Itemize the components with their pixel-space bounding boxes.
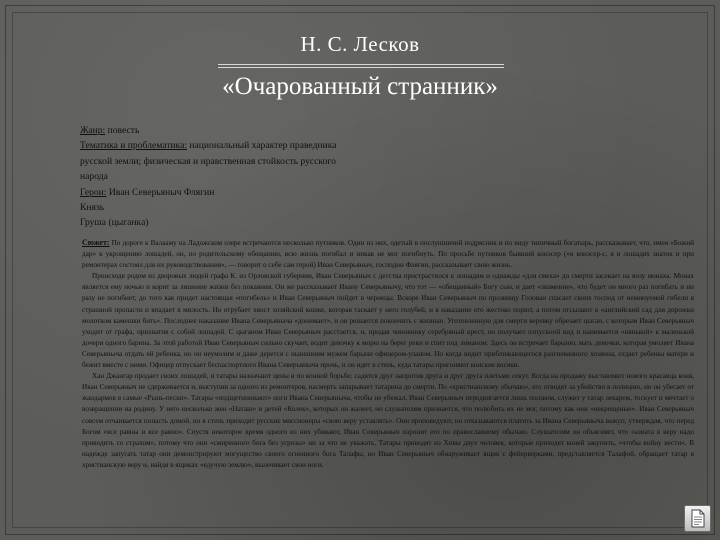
hero-prince: Князь — [80, 202, 105, 214]
plot-label: Сюжет: — [82, 238, 110, 247]
genre-value: повесть — [105, 125, 140, 136]
genre-row — [80, 123, 340, 138]
slide-nav-button[interactable] — [684, 505, 711, 532]
hero-grusha: Грушa (цыганка) — [80, 217, 149, 229]
heroes-label: Герои: — [80, 186, 107, 198]
plot-paragraph-3: Хан Джангар продает своих лошадей, и татары назначают цены и по конной борьбе: садятся друг напротив друга и друг друга плетьми секут. Когда на продажу выставляют нового красавца коня, Иван Северьяныч не сдерживается и, выступив за одного из ремонтеров, насмерть запарывает татарина до смерти. По «христианскому обычаю», его отводят за убийство в полицию, но он убегает от жандармов в самые «Рынь-пески». Татары «подщетинивают» ноги Ивана Северьяныча, чтобы не убежал. Иван Северьяныч передвигается лишь ползком, служит у татар лекарем, тоскует и мечтает о возвращении на родину. У него несколько жен «Наташ» и детей «Колек», которых он жалеет, но слушателям признается, что полюбить их не мог, потому как они «некрещеные». Иван Северьяныч совсем отчаивается попасть домой, но в степь приходят русские миссионеры «свою веру уставлять». Они проповедуют, но отказываются платить за Ивана Северьяныча выкуп, утверждая, что перед Богом «все равны и все равно». Спустя некоторое время одного из них убивают, Иван Северьяныч хоронит его по православному обычаю. Слушателям он объясняет, что «азиата в веру надо приводить со страхом», потому что они «смиренного бога без угрозы» ни за что не уважать. Татары приводят из Хивы двух человек, которые приходят коней закупить, «чтобы войну вести». В надежде запугать татар они демонстрируют могущество своего огненного бога Талафы, но Иван Северьяныч обнаруживает ящик с фейерверками, представляется Талафой, обращает татар в христианскую веру и, найдя в ящиках «едучую землю», вылечивает свои ноги. — [82, 372, 694, 469]
theme-row — [80, 138, 340, 184]
genre-label: Жанр: — [80, 125, 106, 136]
theme-label: Тематика и проблематика: — [80, 140, 187, 152]
document-icon — [689, 509, 706, 528]
author-name: Н. С. Лесков — [300, 32, 420, 56]
title-divider-top — [218, 64, 504, 65]
plot-paragraph-1-text: По дороге к Валааму на Ладожском озере встречаются несколько путников. Один из них, одетый в послушничий подрясник и по виду типичный богатырь, рассказывает, что, имея «Божий дар» к укрощению лошадей, он, по родительскому обещанию, всю жизнь погибал и никак не мог погибнуть. По просьбе путников бывший конэсер («я конэсер-с, я в лошадях знаток и при ремонтерах состоял для их руководствования», — говорит о себе сам герой) Иван Северьяныч, господин Флягин, рассказывает свою жизнь. — [82, 239, 694, 270]
plot-summary — [82, 237, 694, 477]
title-divider-bottom — [218, 67, 504, 68]
meta-block — [80, 123, 340, 231]
slide-title: «Очарованный странник» — [222, 73, 498, 100]
plot-paragraph-2: Происходя родом из дворовых людей графа К. из Орловской губернии, Иван Северьяныч с детства пристрастился к лошадям и однажды «для смеха» до смерти засекает на возу монаха. Монах является ему ночью и корит за лишение жизни без покаяния. Он же рассказывает Ивану Северьянычу, что тот — «обещанный» Богу сын, и дает «знамение», что будет он много раз погибать и ни разу не погибнет, до того как придет настоящая «погибель» и Иван Северьяныч пойдет в чернецы. Вскоре Иван Северьяныч по прозвищу Голован спасает своих господ от неминуемой гибели в страшной пропасти и впадает в милость. Но отрубает хвост хозяйской кошке, которая таскает у него голубей, и в наказание его жестоко порют, а потом отсылают в «английский сад для дорожки молотком камешки бить». Последнее наказание Ивана Северьяныча «донимает», и он решается покончить с жизнью. Уготовленную для смерти веревку обрезает цыган, с которым Иван Северьяныч уходит от графа, прихватив с собой лошадей. С цыганом Иван Северьяныч расстается, и, продав чиновнику серебряный крест, он получает отпускной вид и нанимается «нянькой» к маленькой дочери одного барина. За этой работой Иван Северьяныч сильно скучает, водит девочку к морю на берег реки и спит под лиманом. Здесь он встречает барыню, мать девочки, которая умоляет Ивана Северьяныча отдать ей ребенка, но он неумолим и даже дерется с нынешним мужем барыни офицером-уланом. Но когда видит приближающегося разгневанного хозяина, отдает ребенка матери и бежит вместе с ними. Офицер отпускает беспаспортного Ивана Северьяныча прочь, и он идет в степь, куда татары пригоняют конские косяки. — [82, 272, 694, 370]
theme-value: национальный характер праведника русской земли; физическая и нравственная стойкость русского народа — [80, 140, 337, 183]
heroes-row — [80, 185, 340, 200]
plot-paragraph-1 — [82, 237, 694, 271]
heroes-value: Иван Северьяныч Флягин — [106, 186, 215, 198]
